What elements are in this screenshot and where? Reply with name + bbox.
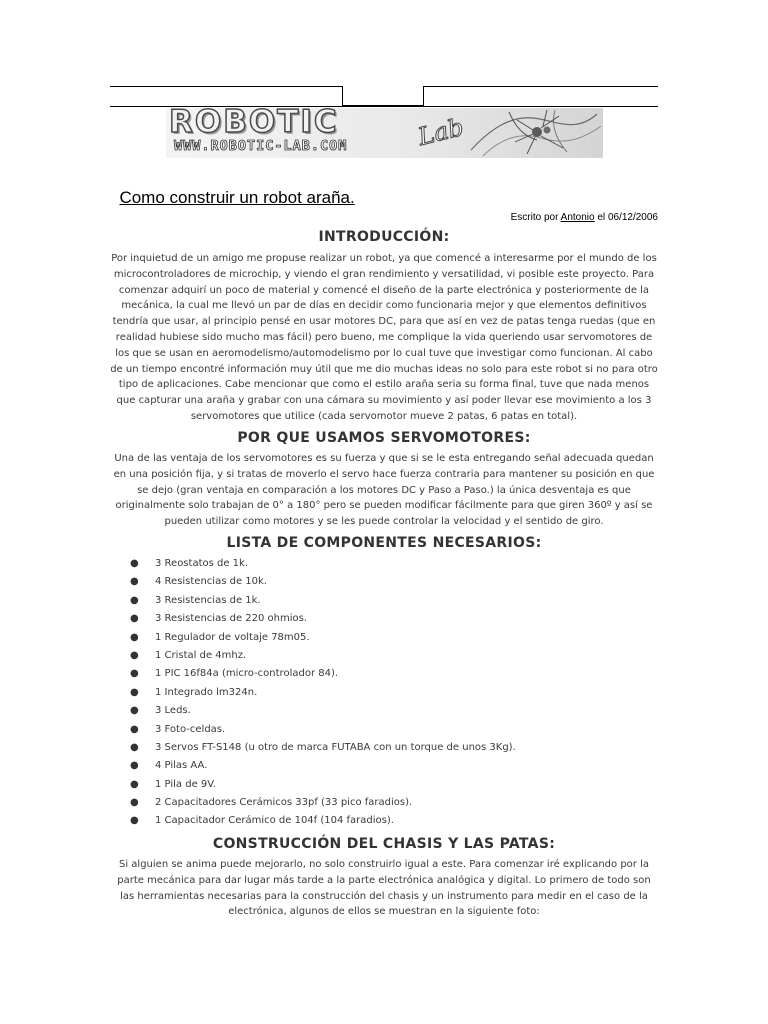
- article-title: Como construir un robot araña.: [119, 188, 355, 207]
- bullet-icon: ●: [130, 649, 139, 661]
- site-logo-suffix: Lab: [415, 112, 467, 152]
- list-item: ● 4 Pilas AA.: [110, 757, 630, 775]
- bullet-icon: ●: [130, 558, 139, 569]
- list-item: ● 2 Capacitadores Cerámicos 33pf (33 pico faradios).: [110, 794, 630, 812]
- list-item: ● 3 Resistencias de 220 ohmios.: [110, 610, 630, 628]
- byline-date: 06/12/2006: [607, 212, 658, 223]
- bullet-icon: ●: [130, 594, 139, 606]
- author-link[interactable]: Antonio: [560, 212, 595, 223]
- chassis-heading: CONSTRUCCIÓN DEL CHASIS Y LAS PATAS:: [212, 836, 556, 852]
- top-rule-lower: [110, 106, 658, 107]
- chassis-paragraph: Si alguien se anima puede mejorarlo, no solo construirlo igual a este. Para comenzar iré explicando por la parte mecánica para dar lugar más tarde a la parte electrónica analógica y digital. Lo primero de todo son las herramientas necesarias para la construcción del chasis y un instrumento para medir en el caso de la electrónica, algunos de ellos se muestran en la siguiente foto:: [117, 859, 651, 918]
- list-item: ● 4 Resistencias de 10k.: [110, 573, 630, 591]
- servos-paragraph: Una de las ventaja de los servomotores es su fuerza y que si se le esta entregando señal adecuada quedan en una posición fija, y si tratas de moverlo el servo hace fuerza contraria para mantener su posición en que se dejo (gran ventaja en comparación a los motores DC y Paso a Paso.) la única desventaja es que originalmente solo trabajan de 0° a 180° pero se pueden modificar fácilmente para que giren 360º y así se pueden utilizar como motores y se les puede controlar la velocidad y el sentido de giro.: [113, 453, 655, 528]
- list-item: ● 1 Pila de 9V.: [110, 776, 630, 794]
- list-item: ● 1 PIC 16f84a (micro-controlador 84).: [110, 665, 630, 683]
- list-item: ● 3 Resistencias de 1k.: [110, 592, 630, 610]
- intro-paragraph: Por inquietud de un amigo me propuse realizar un robot, ya que comencé a interesarme por el mundo de los microcontroladores de microchip, y viendo el gran rendimiento y versatilidad, vi posible este proyecto. Para comenzar adquirí un poco de material y comencé el diseño de la parte electrónica y posteriormente de la mecánica, la cual me llevó un par de días en decidir como funcionaria mejor y que elementos definitivos tendría que usar, al principio pensé en usar motores DC, para que así en vez de patas tenga ruedas (que en realidad hubiese sido mucho mas fácil) pero bueno, me complique la vida queriendo usar servomotores de los que se usan en aeromodelismo/automodelismo por lo cual tuve que investigar como funcionan. Al cabo de un tiempo encontré información muy útil que me dio muchas ideas no solo para este robot si no para otro tipo de aplicaciones. Cabe mencionar que como el estilo araña seria su forma final, tuve que nada menos que capturar una araña y grabar con una cámara su movimiento y así poder llevar ese movimiento a los 3 servomotores que utilice (cada servomotor mueve 2 patas, 6 patas en total).: [110, 253, 658, 422]
- bullet-icon: ●: [130, 723, 139, 735]
- bullet-icon: ●: [130, 613, 139, 625]
- bullet-icon: ●: [130, 797, 139, 809]
- byline-date-prefix: el: [597, 212, 606, 223]
- bullet-icon: ●: [130, 686, 139, 698]
- list-item: ● 1 Cristal de 4mhz.: [110, 647, 630, 665]
- header-cell: [342, 86, 424, 106]
- site-banner: [166, 108, 603, 158]
- bullet-icon: ●: [130, 760, 139, 772]
- list-item: ● 3 Foto-celdas.: [110, 721, 630, 739]
- byline-prefix: Escrito por: [510, 212, 559, 223]
- spider-art-icon: [463, 108, 603, 158]
- list-item: ● 1 Integrado lm324n.: [110, 684, 630, 702]
- article-byline: [511, 212, 658, 223]
- list-item: ● 3 Reostatos de 1k.: [110, 555, 630, 573]
- list-item: ● 3 Servos FT-S148 (u otro de marca FUTABA con un torque de unos 3Kg).: [110, 739, 630, 757]
- bullet-icon: ●: [130, 576, 139, 588]
- list-item: ● 1 Regulador de voltaje 78m05.: [110, 629, 630, 647]
- bullet-icon: ●: [130, 778, 139, 790]
- site-url: WWW.ROBOTIC-LAB.COM: [174, 138, 348, 154]
- bullet-icon: ●: [130, 741, 139, 753]
- list-item: ● 3 Leds.: [110, 702, 630, 720]
- bullet-icon: ●: [130, 668, 139, 680]
- components-heading: LISTA DE COMPONENTES NECESARIOS:: [226, 535, 542, 551]
- site-logo: ROBOTIC: [169, 108, 339, 140]
- components-list: [110, 555, 630, 831]
- list-item: ● 1 Capacitador Cerámico de 104f (104 faradios).: [110, 812, 630, 830]
- servos-heading: POR QUE USAMOS SERVOMOTORES:: [237, 430, 531, 446]
- bullet-icon: ●: [130, 705, 139, 717]
- bullet-icon: ●: [130, 815, 139, 827]
- bullet-icon: ●: [130, 631, 139, 643]
- intro-heading: INTRODUCCIÓN:: [318, 229, 450, 245]
